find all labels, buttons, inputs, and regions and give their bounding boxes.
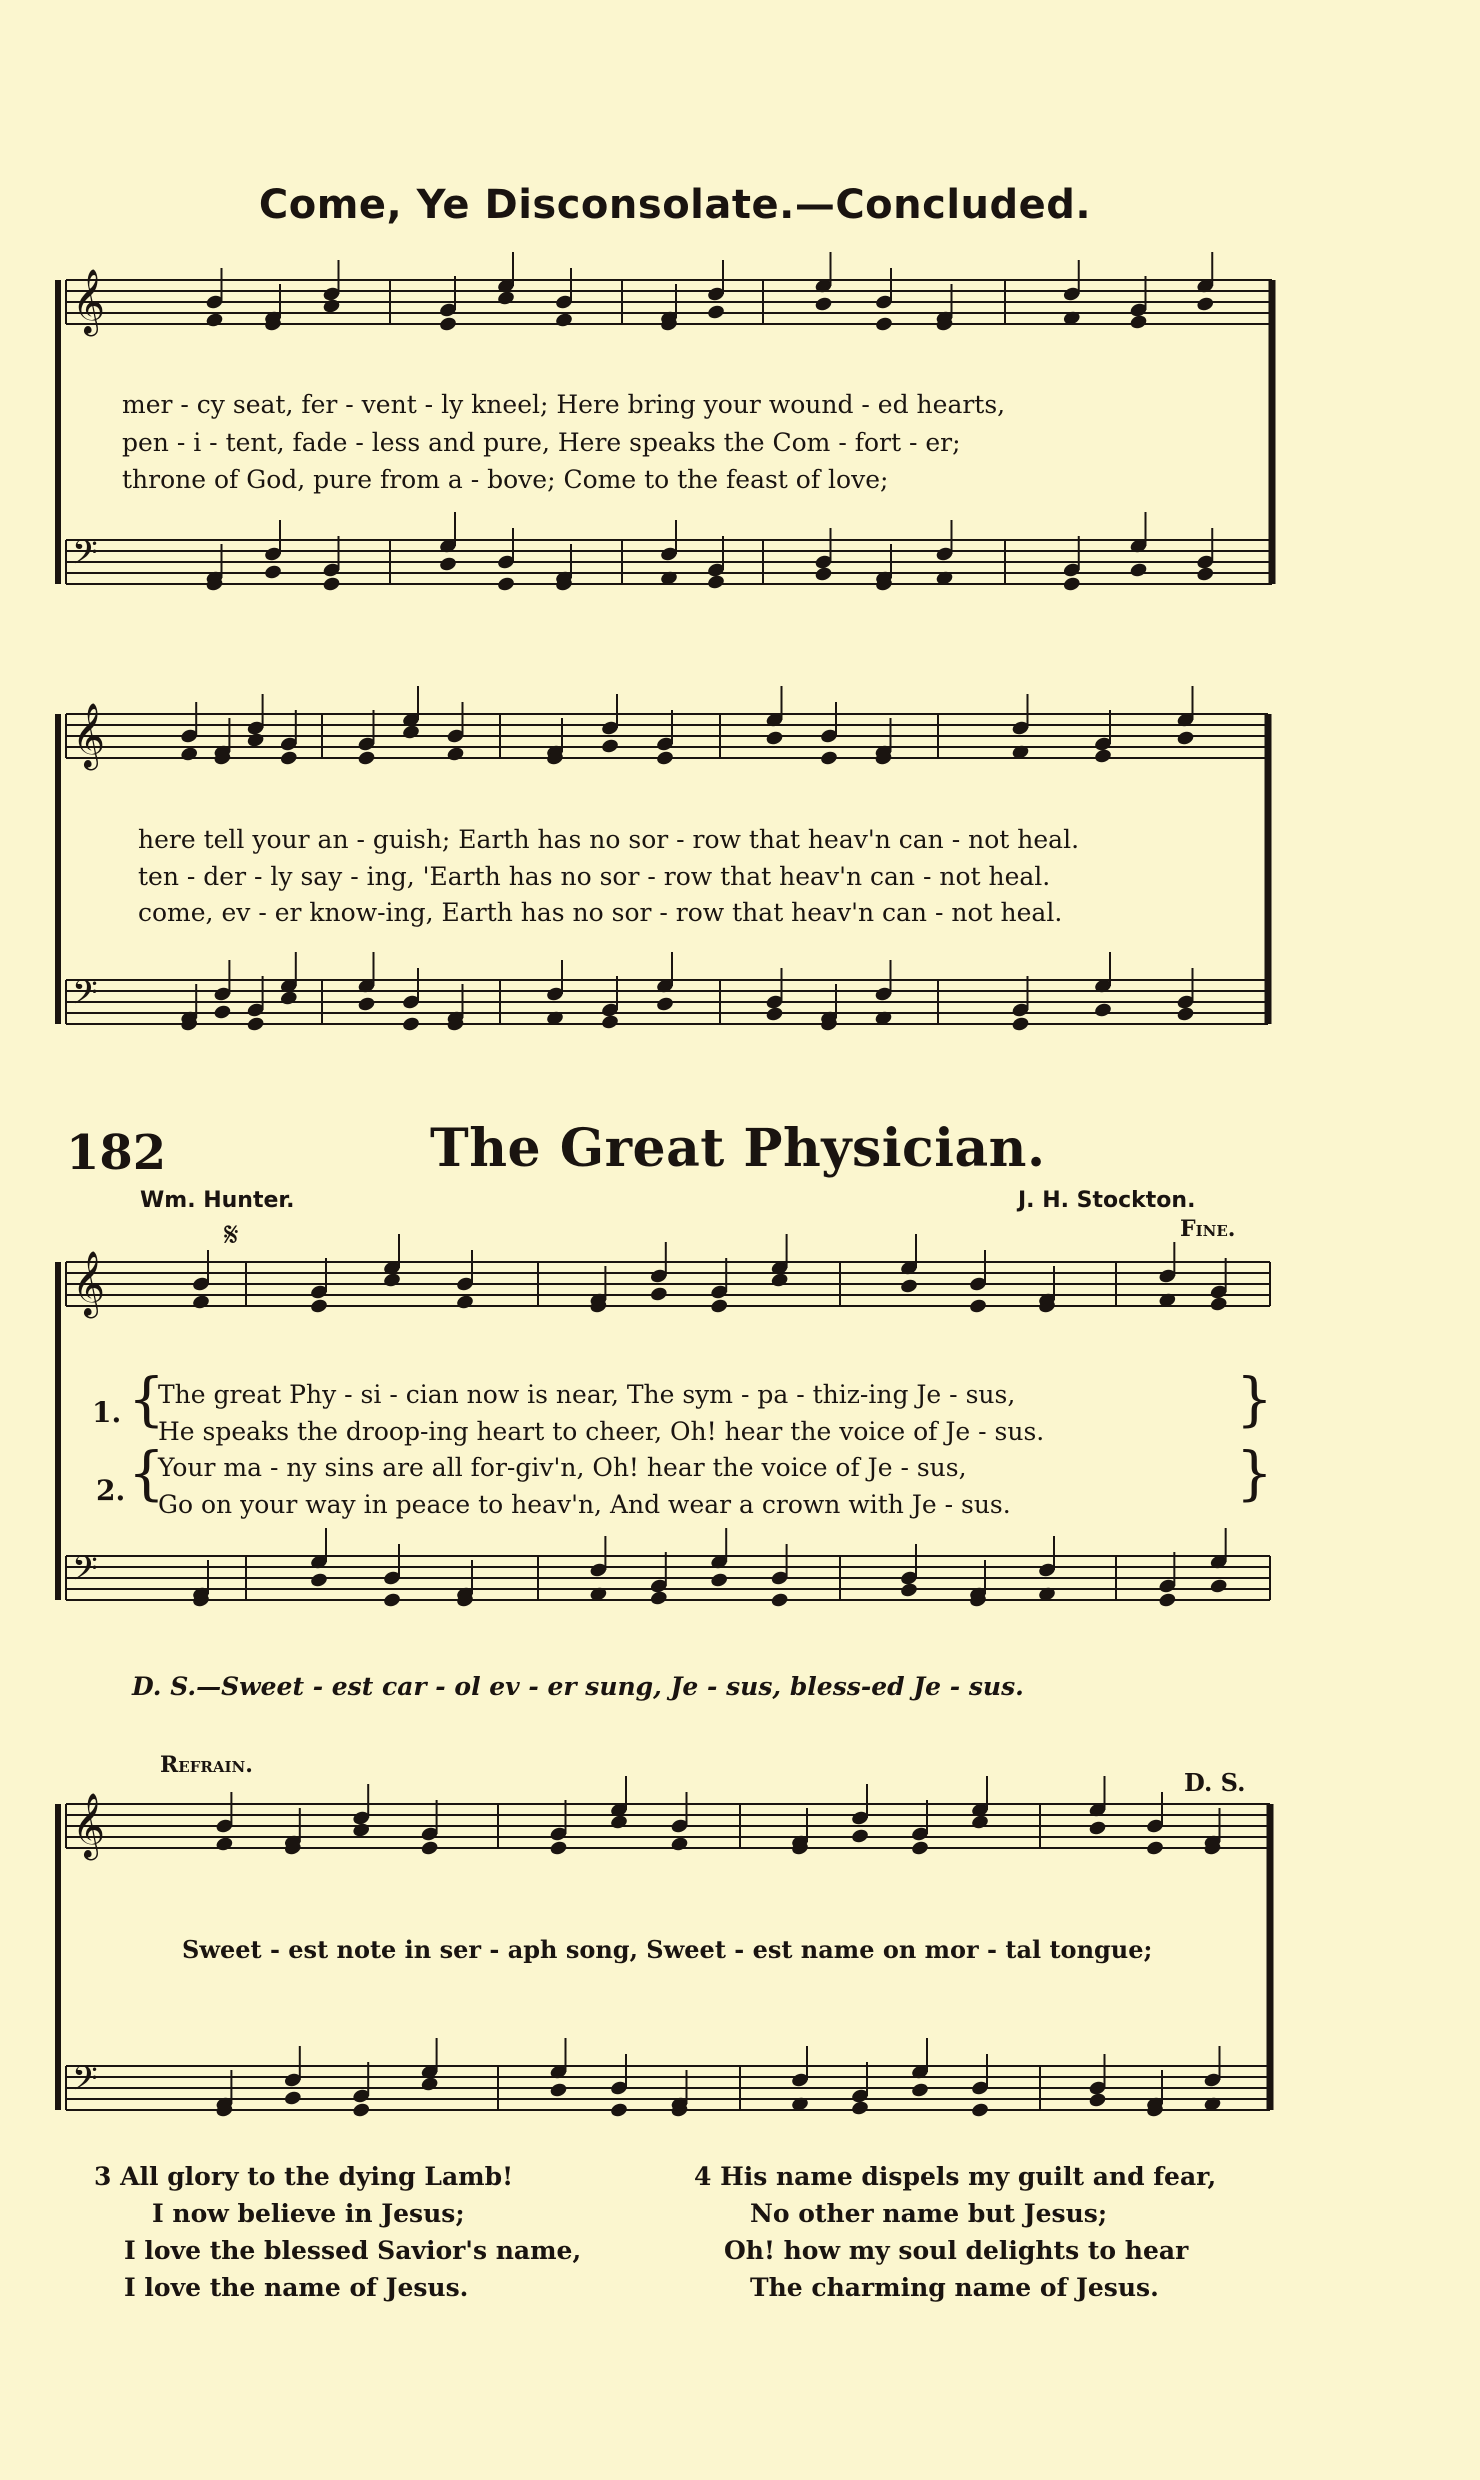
- note-head: [322, 298, 341, 315]
- treble-clef-icon: 𝄞: [72, 703, 106, 768]
- note-head: [910, 1840, 929, 1857]
- note-head: [352, 2102, 371, 2119]
- lyric-line: throne of God, pure from a - bove; Come to the feast of love;: [122, 465, 889, 494]
- note-head: [850, 1828, 869, 1845]
- note-head: [970, 1814, 989, 1831]
- stanza-4: [694, 2158, 1216, 2306]
- lyric-line: mer - cy seat, fer - vent - ly kneel; Here bring your wound - ed hearts,: [122, 390, 1006, 419]
- note-head: [670, 1836, 689, 1853]
- note-head: [600, 1014, 619, 1031]
- bass-clef-icon: 𝄢: [72, 1550, 98, 1596]
- fine-mark: Fine.: [1180, 1216, 1236, 1242]
- note-head: [205, 312, 224, 329]
- verse-brace: {: [128, 1365, 165, 1433]
- note-head: [1093, 1002, 1112, 1019]
- author-credit: Wm. Hunter.: [140, 1188, 295, 1213]
- verse-number: 2.: [96, 1474, 126, 1507]
- note-head: [874, 316, 893, 333]
- note-head: [1176, 1006, 1195, 1023]
- bass-clef-icon: 𝄢: [72, 2060, 98, 2106]
- note-head: [438, 556, 457, 573]
- note-head: [910, 2082, 929, 2099]
- note-head: [496, 576, 515, 593]
- note-head: [770, 1272, 789, 1289]
- note-head: [968, 1298, 987, 1315]
- note-head: [655, 996, 674, 1013]
- note-head: [899, 1582, 918, 1599]
- segno-icon: 𝄋: [224, 1215, 239, 1255]
- stanza-line: 4 His name dispels my guilt and fear,: [694, 2162, 1217, 2191]
- note-head: [352, 1822, 371, 1839]
- hymn-title-continued: Come, Ye Disconsolate.—Concluded.: [258, 182, 1092, 228]
- note-head: [549, 1840, 568, 1857]
- note-head: [1209, 1578, 1228, 1595]
- note-head: [1196, 566, 1215, 583]
- note-head: [309, 1572, 328, 1589]
- note-head: [382, 1592, 401, 1609]
- stanza-line: The charming name of Jesus.: [750, 2273, 1159, 2302]
- note-head: [1062, 576, 1081, 593]
- note-head: [263, 564, 282, 581]
- composer-credit: J. H. Stockton.: [1018, 1188, 1196, 1213]
- note-head: [1088, 2092, 1107, 2109]
- note-head: [401, 724, 420, 741]
- note-head: [322, 576, 341, 593]
- treble-clef-icon: 𝄞: [72, 1251, 106, 1316]
- note-head: [850, 2100, 869, 2117]
- note-head: [970, 2102, 989, 2119]
- note-head: [765, 1006, 784, 1023]
- stanza-line: No other name but Jesus;: [750, 2199, 1108, 2228]
- note-head: [455, 1294, 474, 1311]
- note-head: [420, 1840, 439, 1857]
- ds-text: D. S.—Sweet - est car - ol ev - er sung, Je - sus, bless-ed Je - sus.: [132, 1672, 1024, 1701]
- note-head: [554, 312, 573, 329]
- note-head: [1176, 730, 1195, 747]
- ds-mark: D. S.: [1184, 1768, 1246, 1797]
- note-head: [496, 290, 515, 307]
- stanza-line: Oh! how my soul delights to hear: [724, 2236, 1189, 2265]
- note-head: [765, 730, 784, 747]
- refrain-label: Refrain.: [160, 1752, 253, 1778]
- note-head: [710, 1572, 729, 1589]
- note-head: [814, 566, 833, 583]
- stanza-line: 3 All glory to the dying Lamb!: [94, 2162, 514, 2191]
- note-head: [309, 1298, 328, 1315]
- bass-clef-icon: 𝄢: [72, 534, 98, 580]
- treble-clef-icon: 𝄞: [72, 269, 106, 334]
- note-head: [1158, 1592, 1177, 1609]
- note-head: [655, 750, 674, 767]
- note-head: [706, 574, 725, 591]
- note-head: [401, 1016, 420, 1033]
- note-head: [1145, 1840, 1164, 1857]
- note-head: [706, 304, 725, 321]
- note-head: [549, 2082, 568, 2099]
- note-head: [246, 732, 265, 749]
- note-head: [1129, 562, 1148, 579]
- note-head: [357, 996, 376, 1013]
- note-head: [609, 2102, 628, 2119]
- lyric-line: Your ma - ny sins are all for-giv'n, Oh! hear the voice of Je - sus,: [158, 1453, 967, 1482]
- note-head: [819, 750, 838, 767]
- stanza-line: I now believe in Jesus;: [152, 2199, 465, 2228]
- note-head: [420, 2076, 439, 2093]
- note-head: [600, 738, 619, 755]
- note-head: [609, 1814, 628, 1831]
- note-head: [357, 750, 376, 767]
- lyric-line: Sweet - est note in ser - aph song, Sweet - est name on mor - tal tongue;: [182, 1935, 1153, 1964]
- note-head: [180, 746, 199, 763]
- note-head: [213, 1004, 232, 1021]
- note-head: [215, 1836, 234, 1853]
- hymn-title: The Great Physician.: [430, 1118, 1046, 1179]
- note-head: [191, 1294, 210, 1311]
- note-head: [382, 1272, 401, 1289]
- treble-clef-icon: 𝄞: [72, 1793, 106, 1858]
- note-head: [1093, 748, 1112, 765]
- lyric-line: The great Phy - si - cian now is near, The sym - pa - thiz-ing Je - sus,: [158, 1380, 1016, 1409]
- note-head: [279, 990, 298, 1007]
- lyric-line: here tell your an - guish; Earth has no sor - row that heav'n can - not heal.: [138, 825, 1080, 854]
- lyric-line: Go on your way in peace to heav'n, And wear a crown with Je - sus.: [158, 1490, 1011, 1519]
- note-head: [1011, 1016, 1030, 1033]
- note-head: [438, 316, 457, 333]
- note-head: [899, 1278, 918, 1295]
- note-head: [649, 1590, 668, 1607]
- verse-number: 1.: [92, 1396, 122, 1429]
- verse-brace: {: [128, 1439, 165, 1507]
- note-head: [649, 1286, 668, 1303]
- note-head: [279, 750, 298, 767]
- note-head: [1196, 296, 1215, 313]
- lyric-line: pen - i - tent, fade - less and pure, Here speaks the Com - fort - er;: [122, 428, 961, 457]
- lyric-line: come, ev - er know-ing, Earth has no sor - row that heav'n can - not heal.: [138, 898, 1063, 927]
- lyric-line: ten - der - ly say - ing, 'Earth has no sor - row that heav'n can - not heal.: [138, 862, 1051, 891]
- verse-brace: }: [1236, 1365, 1273, 1433]
- note-head: [446, 746, 465, 763]
- bass-clef-icon: 𝄢: [72, 974, 98, 1020]
- stanza-line: I love the name of Jesus.: [124, 2273, 469, 2302]
- note-head: [814, 296, 833, 313]
- stanza-3: [94, 2158, 582, 2306]
- note-head: [770, 1592, 789, 1609]
- note-head: [283, 2090, 302, 2107]
- note-head: [246, 1016, 265, 1033]
- note-head: [1209, 1296, 1228, 1313]
- note-head: [1088, 1820, 1107, 1837]
- stanza-line: I love the blessed Savior's name,: [124, 2236, 582, 2265]
- verse-brace: }: [1236, 1439, 1273, 1507]
- lyric-line: He speaks the droop-ing heart to cheer, Oh! hear the voice of Je - sus.: [158, 1417, 1045, 1446]
- note-head: [710, 1298, 729, 1315]
- hymn-number: 182: [66, 1125, 167, 1181]
- note-head: [1129, 314, 1148, 331]
